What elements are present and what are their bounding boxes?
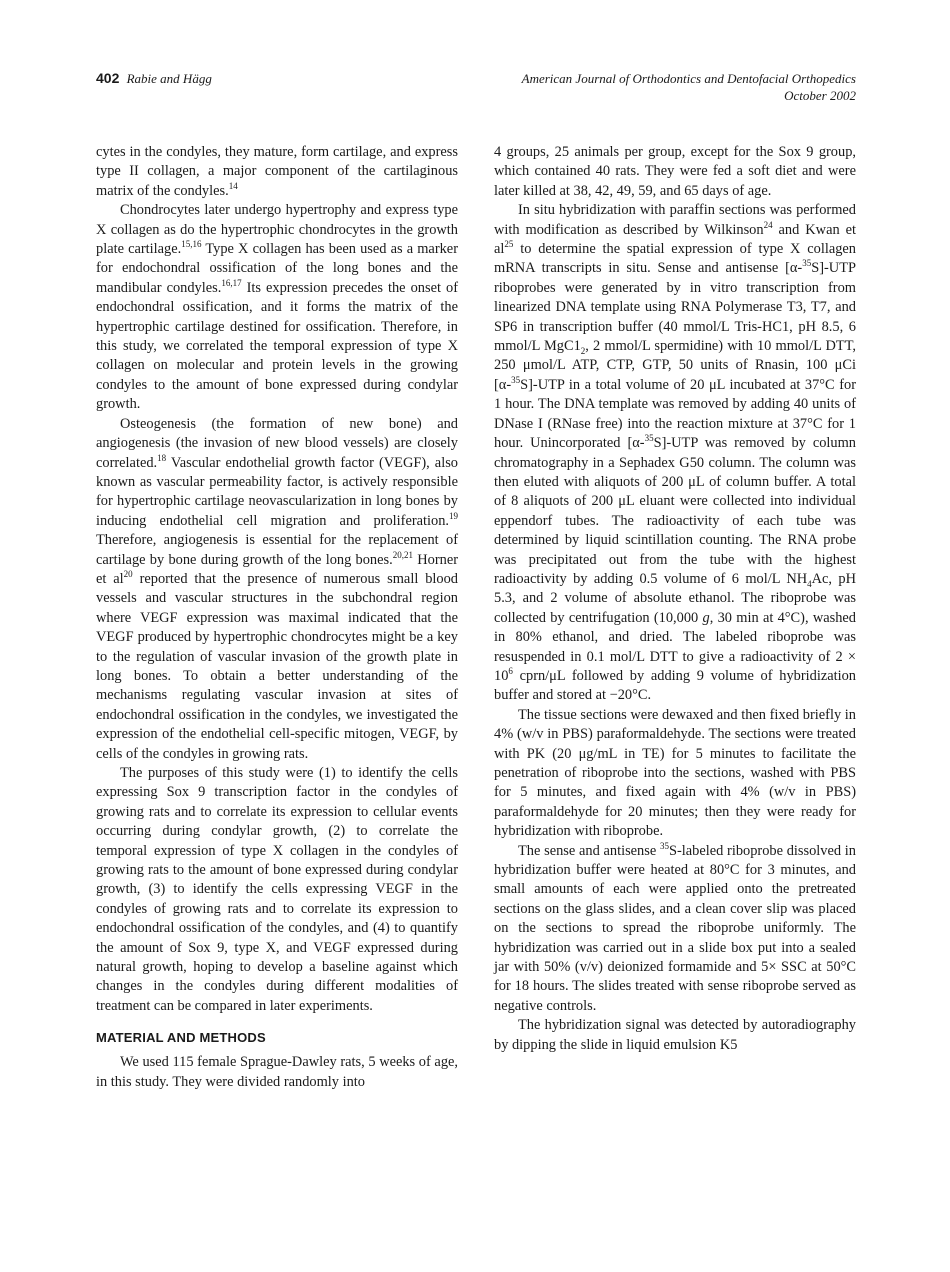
section-heading: MATERIAL AND METHODS [96, 1030, 266, 1046]
paragraph: In situ hybridization with paraffin sections was performed with modification as described by Wilkinson$^{24}$ and Kwan et $al^{25}$ to determine the spatial expression of type X collagen mRNA transcripts in situ. Sense and antisense [α-$^{35}$S]-UTP riboprobes were generated by in vitro transcription from linearized DNA template using RNA Polymerase T3, T7, and SP6 in transcription buffer (40 mmol/L Tris-HC1, pH 8.5, 6 mmol/L $MgC1_2$, 2 mmol/L spermidine) with 10 mmol/L DTT, 250 μmol/L ATP, CTP, GTP, 50 units of Rnasin, 100 μCi [α-$^{35}$S]-UTP in a total volume of 20 μL incubated at 37°C for 1 hour. The DNA template was removed by adding 40 units of DNase I (RNase free) into the reaction mixture at 37°C for 1 hour. Unincorporated [α-$^{35}$S]-UTP was removed by column chromatography in a Sephadex G50 column. The column was then eluted with aliquots of 200 μL of column buffer. A total of 8 aliquots of 200 μL eluant were collected into individual eppendorf tubes. The radioactivity of each tube was determined by liquid scintillation counting. The RNA probe was precipitated out from the tube with the highest radioactivity by adding 0.5 volume of 6 mol/L $NH_4Ac$, pH 5.3, and 2 volume of absolute ethanol. The riboprobe was collected by centrifugation (10,000 g, 30 min at 4°C), washed in 80% ethanol, and dried. The labeled riboprobe was resuspended in 0.1 mol/L DTT to give a radioactivity of $2 \times 10^6$ cprn/μL followed by adding 9 volume of hybridization buffer and stored at −20°C. [494, 202, 857, 704]
page-number: 402 [96, 70, 120, 86]
right-column [494, 143, 856, 1055]
journal-info [522, 70, 856, 104]
paragraph: Osteogenesis (the formation of new bone) and angiogenesis (the invasion of new blood vessels) are closely correlated.$^{18}$ Vascular endothelial growth factor (VEGF), also known as vascular permeability factor, is actively responsible for hypertrophic cartilage neovascularization in long bones by inducing endothelial cell migration and proliferation.$^{19}$ Therefore, angiogenesis is essential for the replacement of cartilage by bone during growth of the long bones.$^{20,21}$ Horner et $al^{20}$ reported that the presence of numerous small blood vessels and vascular structures in the subchondral region where VEGF expression was maximal indicated that the VEGF produced by hypertrophic chondrocytes might be a key to the regulation of vascular invasion of the growth plate in long bones. To obtain a better understanding of the mechanisms regulating vascular invasion at sites of endochondral ossification in the condyles, we investigated the expression of the endothelial cell-specific mitogen, VEGF, by cells of the condyles in growing rats. [96, 415, 458, 762]
paragraph: 4 groups, 25 animals per group, except for the Sox 9 group, which contained 40 rats. They were fed a soft diet and were later killed at 38, 42, 49, 59, and 65 days of age. [494, 144, 856, 199]
left-column [96, 143, 458, 1092]
paragraph: Chondrocytes later undergo hypertrophy and express type X collagen as do the hypertrophic chondrocytes in the growth plate cartilage.$^{15,16}$ Type X collagen has been used as a marker for endochondral ossification of the long bones and the mandibular condyles.$^{16,17}$ Its expression precedes the onset of endochondral ossification, and it forms the matrix of the hypertrophic cartilage destined for ossification. Therefore, in this study, we correlated the temporal expression of type X collagen on molecular and protein levels in the growing condyles to the amount of bone expressed during condylar growth. [96, 202, 458, 413]
paragraph: The tissue sections were dewaxed and then fixed briefly in 4% (w/v in PBS) paraformaldehyde. The sections were treated with PK (20 μg/mL in TE) for 5 minutes to facilitate the penetration of riboprobe into the sections, washed with PBS for 5 minutes, and fixed again with 4% (w/v in PBS) paraformaldehyde for 20 minutes; then they were ready for hybridization with riboprobe. [494, 706, 856, 840]
paragraph: We used 115 female Sprague-Dawley rats, 5 weeks of age, in this study. They were divided randomly into [96, 1054, 458, 1090]
paragraph: The purposes of this study were (1) to identify the cells expressing Sox 9 transcription factor in the condyles of growing rats and to correlate its expression to cellular events occurring during condylar growth, (2) to correlate the temporal expression of type X collagen in the condyles of growing rats to the amount of bone expressed during condylar growth, (3) to identify the cells expressing VEGF in the condyles of growing rats and to correlate its expression to endochondral ossification of the condyles, and (4) to quantify the amount of Sox 9, type X, and VEGF expressed during natural growth, hoping to develop a baseline against which changes in the condyles during different modalities of treatment can be compared in later experiments. [96, 765, 458, 1014]
journal-title: American Journal of Orthodontics and Dentofacial Orthopedics [521, 71, 856, 86]
paragraph: The sense and antisense $^{35}$S-labeled riboprobe dissolved in hybridization buffer were heated at 80°C for 3 minutes, and small amounts of each were applied onto the pretreated sections on the glass slides, and a clean cover slip was placed on the sections to spread the riboprobe uniformly. The hybridization was carried out in a slide box put into a sealed jar with 50% (v/v) deionized formamide and 5× SSC at 50°C for 18 hours. The slides treated with sense riboprobe served as negative controls. [494, 840, 856, 1014]
paragraph: cytes in the condyles, they mature, form cartilage, and express type II collagen, a major component of the cartilaginous matrix of the condyles.$^{14}$ [96, 144, 458, 199]
issue-date: October 2002 [784, 88, 856, 103]
paragraph: The hybridization signal was detected by autoradiography by dipping the slide in liquid emulsion K5 [494, 1017, 856, 1053]
running-authors: Rabie and Hägg [126, 71, 212, 86]
running-header [96, 70, 856, 110]
